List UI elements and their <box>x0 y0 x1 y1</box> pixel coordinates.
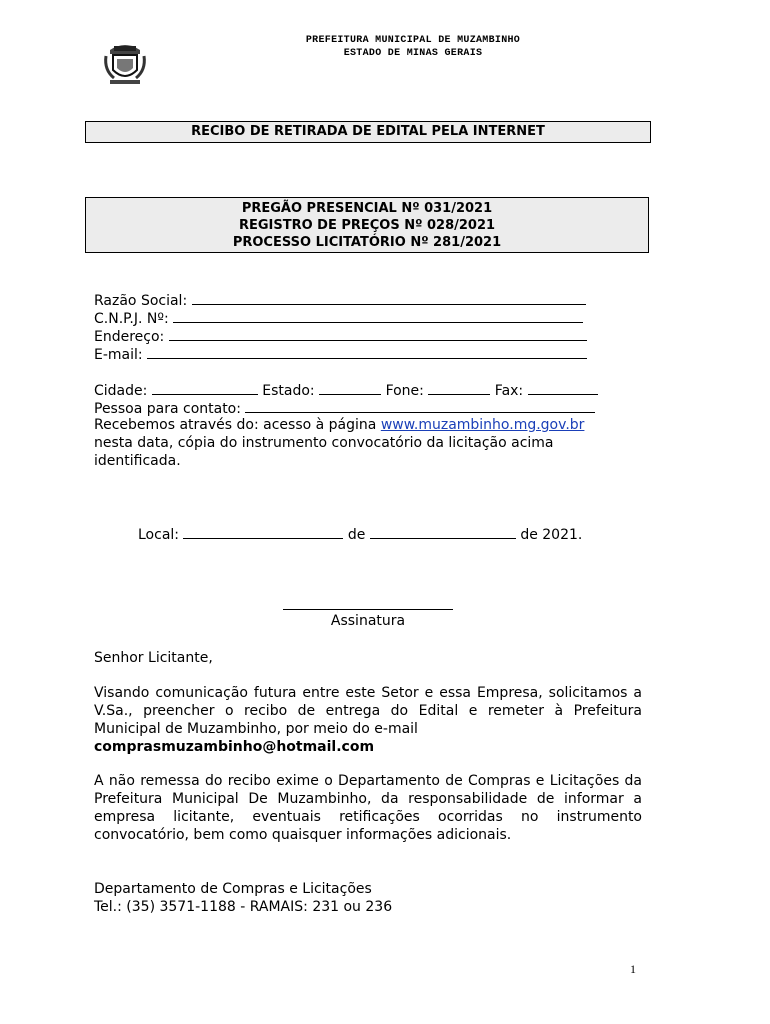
contato-label: Pessoa para contato: <box>94 401 241 417</box>
header-line-1: PREFEITURA MUNICIPAL DE MUZAMBINHO <box>305 35 521 46</box>
field-email[interactable] <box>94 344 587 364</box>
paragraph-1 <box>94 684 642 756</box>
footer-dept: Departamento de Compras e Licitações <box>94 881 372 897</box>
razao-label: Razão Social: <box>94 293 188 309</box>
field-contato[interactable] <box>94 398 595 418</box>
salutation: Senhor Licitante, <box>94 650 213 666</box>
title-text: RECIBO DE RETIRADA DE EDITAL PELA INTERNET <box>191 124 545 139</box>
signature-label: Assinatura <box>330 613 406 629</box>
receipt-line-3: identificada. <box>94 453 181 469</box>
local-label: Local: <box>138 527 180 543</box>
fax-label: Fax: <box>494 383 524 399</box>
signature-line[interactable] <box>283 609 453 610</box>
cnpj-label: C.N.P.J. Nº: <box>94 311 169 327</box>
cidade-blank[interactable] <box>152 380 258 395</box>
razao-blank[interactable] <box>192 290 586 305</box>
contato-blank[interactable] <box>245 398 595 413</box>
paragraph-2: A não remessa do recibo exime o Departamento de Compras e Licitações da Prefeitura Municipal De Muzambinho, da responsabilidade de informar a empresa licitante, eventuais retificações ocorridas no instrumento convocatório, bem como quaisquer informações adicionais. <box>94 773 642 843</box>
email-blank[interactable] <box>147 344 587 359</box>
fax-blank[interactable] <box>528 380 598 395</box>
fone-label: Fone: <box>385 383 424 399</box>
de-label: de <box>347 527 366 543</box>
page-number: 1 <box>630 962 636 976</box>
field-cnpj[interactable] <box>94 308 583 328</box>
contact-email: comprasmuzambinho@hotmail.com <box>94 739 375 755</box>
email-label: E-mail: <box>94 347 143 363</box>
receipt-line-1 <box>94 416 584 434</box>
receipt-line-2: nesta data, cópia do instrumento convocatório da licitação acima <box>94 435 554 451</box>
field-razao-social[interactable] <box>94 290 586 310</box>
fone-blank[interactable] <box>428 380 490 395</box>
cnpj-blank[interactable] <box>173 308 583 323</box>
endereco-blank[interactable] <box>169 326 587 341</box>
estado-label: Estado: <box>262 383 315 399</box>
title-box <box>85 121 651 143</box>
process-line-2: REGISTRO DE PREÇOS Nº 028/2021 <box>238 218 496 233</box>
local-blank[interactable] <box>183 524 343 539</box>
website-link[interactable]: www.muzambinho.mg.gov.br <box>380 417 585 433</box>
process-line-3: PROCESSO LICITATÓRIO Nº 281/2021 <box>232 235 502 250</box>
field-row-cidade[interactable] <box>94 380 598 400</box>
endereco-label: Endereço: <box>94 329 165 345</box>
header-line-2: ESTADO DE MINAS GERAIS <box>343 48 483 59</box>
field-endereco[interactable] <box>94 326 587 346</box>
process-line-1: PREGÃO PRESENCIAL Nº 031/2021 <box>241 201 493 216</box>
cidade-label: Cidade: <box>94 383 148 399</box>
paragraph-1-text: Visando comunicação futura entre este Setor e essa Empresa, solicitamos a V.Sa., preencher o recibo de entrega do Edital e remeter à Prefeitura Municipal de Muzambinho, por meio do e-mail <box>94 685 642 737</box>
estado-blank[interactable] <box>319 380 381 395</box>
local-date-row[interactable] <box>138 524 582 544</box>
receipt-prefix: Recebemos através do: acesso à página <box>94 417 377 433</box>
year-label: de 2021. <box>520 527 583 543</box>
process-box <box>85 197 649 253</box>
footer-tel: Tel.: (35) 3571-1188 - RAMAIS: 231 ou 236 <box>94 899 393 915</box>
date-blank[interactable] <box>370 524 516 539</box>
coat-of-arms-icon <box>100 38 150 88</box>
